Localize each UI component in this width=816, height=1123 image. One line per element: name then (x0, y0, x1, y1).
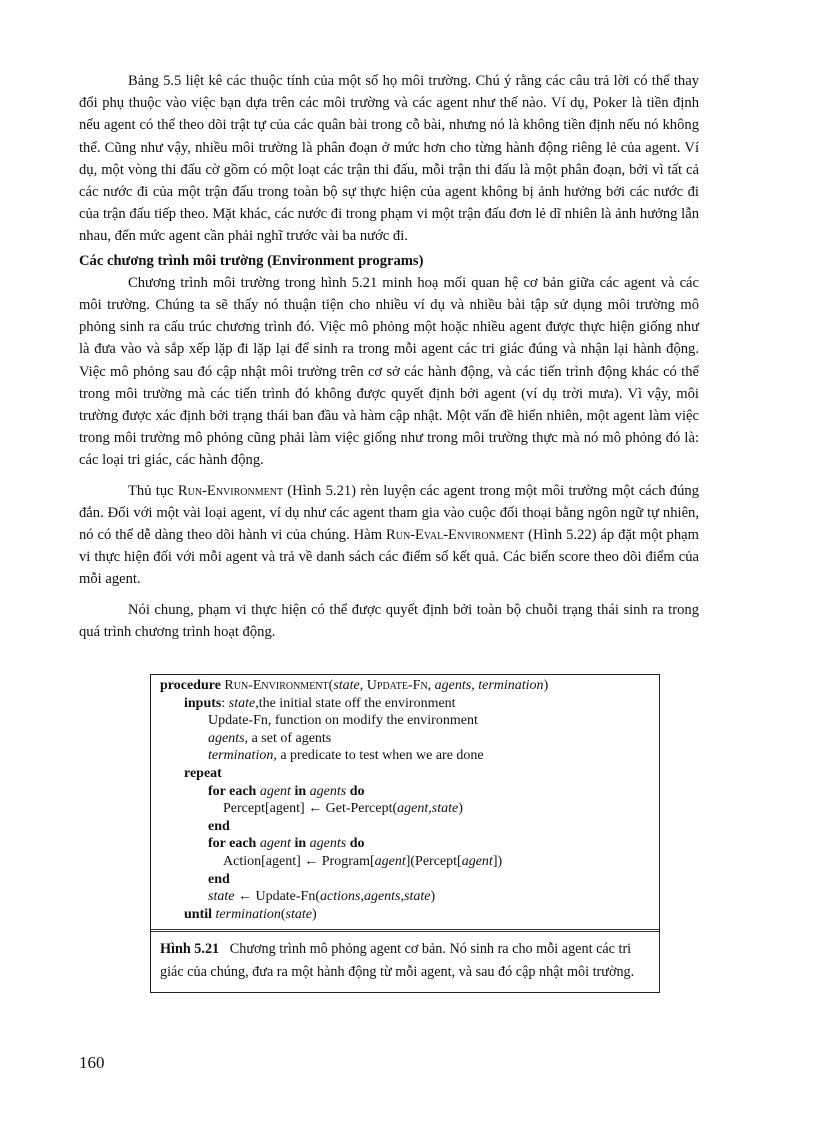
action-assign-line (160, 853, 651, 871)
update-args: actions,agents,state (320, 889, 431, 905)
close-paren: ) (430, 889, 436, 905)
state-update-line (160, 888, 651, 906)
figure-caption (151, 932, 659, 991)
run-environment-ref: Run-Environment (177, 482, 284, 499)
in-keyword: in (294, 783, 307, 799)
input-termination-line (160, 747, 651, 765)
paragraph-3-text-b: (Hình 5.21) rèn luyện các agent trong một môi trường một cách đúng đắn. Đối với một vài loại agent, ví dụ như các agent tham gia vào cuộc đối thoại bằng ngôn ngữ tự nhiên, nó có thể dễ dàng theo dõi hành vi của chúng. Hàm (79, 482, 699, 544)
input-agents-line (160, 730, 651, 748)
input-agents-desc: a set of agents (248, 730, 332, 746)
state-var: state (208, 889, 235, 905)
termination-func: termination (215, 906, 281, 922)
caption-label: Hình 5.21 (160, 941, 220, 958)
agents-var: agents (309, 836, 347, 852)
agent-var: agent (374, 853, 406, 869)
input-state-var: state, (228, 695, 259, 711)
end-keyword: end (208, 871, 230, 887)
close-paren: ) (458, 801, 463, 817)
input-update-fn-line: Update-Fn, function on modify the environment (208, 713, 478, 729)
update-fn-call: ← Update-Fn( (234, 889, 320, 905)
arg-state: state (333, 678, 360, 693)
percept-args: agent,state (397, 801, 459, 817)
paragraph-3-text-c: (Hình 5.22) áp đặt một phạm vi thực hiện đối với mỗi agent và trả về danh sách các điểm số kết quả. Các biến score theo dõi điểm của mỗi agent. (79, 527, 699, 588)
state-var: state (285, 906, 312, 922)
input-termination-var: termination, (208, 748, 277, 764)
agents-var: agents (309, 783, 347, 799)
paragraph-1: Bảng 5.5 liệt kê các thuộc tính của một số họ môi trường. Chú ý rằng các câu trả lời có thể thay đổi phụ thuộc vào việc bạn dựa trên các môi trường và các agent như thế nào. Ví dụ, Poker là tiền định nếu agent có thể theo dõi trật tự của các quân bài trong cỗ bài, nhưng nó là không tiền định nếu nó không thể. Cũng như vậy, nhiều môi trường là phân đoạn ở mức hơn cho từng hành động riêng lẻ của agent. Ví dụ, một vòng thi đấu cờ gồm có một loạt các trận thi đấu, mỗi trận thi đấu là một phân đoạn, bởi vì tất cả các nước đi của một trận đấu trong toàn bộ sự thực hiện của agent không bị ảnh hưởng bởi các nước đi của trận đấu tiếp theo. Mặt khác, các nước đi trong phạm vi một trận đấu đơn lẻ dĩ nhiên là ảnh hưởng lẫn nhau, đến mức agent cần phải nghĩ trước vài ba nước đi. (79, 73, 699, 245)
page-number: 160 (79, 1053, 105, 1072)
page-content (79, 70, 699, 643)
end-keyword: end (208, 818, 230, 834)
inputs-keyword: inputs (184, 695, 222, 711)
action-assign-text: ]) (492, 853, 503, 869)
open-paren: ( (328, 678, 334, 693)
comma: , (427, 678, 435, 693)
repeat-keyword: repeat (184, 765, 222, 781)
procedure-line (160, 677, 651, 695)
action-assign-text: Action[agent] ← Program[ (223, 853, 375, 869)
for-each-keyword: for each (208, 783, 257, 799)
end-line-1 (160, 818, 651, 836)
arg-update-fn: Update-Fn (366, 678, 428, 693)
input-termination-desc: a predicate to test when we are done (276, 748, 484, 764)
close-paren: ) (311, 906, 317, 922)
input-agents-var: agents, (208, 730, 249, 746)
repeat-line (160, 765, 651, 783)
caption-text: Chương trình mô phỏng agent cơ bản. Nó sinh ra cho mỗi agent các tri giác của chúng, đưa ra một hành động từ mỗi agent, và sau đó cập nhật môi trường. (160, 941, 635, 980)
for-each-line-2 (160, 835, 651, 853)
close-paren: ) (543, 678, 549, 693)
for-each-line-1 (160, 783, 651, 801)
action-assign-text: ](Percept[ (405, 853, 462, 869)
do-keyword: do (349, 836, 365, 852)
open-paren: ( (280, 906, 286, 922)
comma: , (359, 678, 367, 693)
end-line-2 (160, 871, 651, 889)
inputs-line (160, 695, 651, 713)
procedure-keyword: procedure (160, 678, 221, 693)
percept-assign-text: Percept[agent] ← Get-Percept( (223, 801, 398, 817)
algorithm-listing (151, 675, 659, 929)
run-eval-environment-ref: Run-Eval-Environment (385, 527, 525, 544)
arg-agents-termination: agents, termination (434, 678, 544, 693)
paragraph-3-text-a: Thủ tục (128, 482, 178, 499)
for-each-keyword: for each (208, 836, 257, 852)
agent-var: agent (259, 836, 291, 852)
input-state-desc: the initial state off the environment (258, 695, 456, 711)
paragraph-3 (79, 480, 699, 591)
until-keyword: until (184, 906, 213, 922)
do-keyword: do (349, 783, 365, 799)
procedure-name: Run-Environment (224, 678, 329, 693)
agent-var: agent (259, 783, 291, 799)
until-line (160, 906, 651, 924)
paragraph-4: Nói chung, phạm vi thực hiện có thể được quyết định bởi toàn bộ chuỗi trạng thái sinh ra trong quá trình chương trình hoạt động. (79, 601, 699, 640)
percept-assign-line (160, 800, 651, 818)
paragraph-2: Chương trình môi trường trong hình 5.21 minh hoạ mối quan hệ cơ bản giữa các agent và các môi trường. Chúng ta sẽ thấy nó thuận tiện cho nhiều ví dụ và nhiều bài tập sử dụng môi trường mô phỏng sinh ra cấu trúc chương trình đó. Việc mô phỏng một hoặc nhiều agent được thực hiện giống như là đưa vào và sắp xếp lặp đi lặp lại để sinh ra trong mỗi agent các tri giác đúng và nhận lại hành động. Việc mô phỏng sau đó cập nhật môi trường trên cơ sở các hành động, và các tiến trình động khác có thể trong môi trường mà các tiến trình đó không được quyết định bởi agent (ví dụ trời mưa). Vì vậy, môi trường được xác định bởi trạng thái ban đầu và hàm cập nhật. Một vấn đề hiển nhiên, một agent làm việc trong môi trường mô phỏng cũng phải làm việc giống như trong môi trường thực mà nó mô phỏng đó là: các loại tri giác, các hành động. (79, 274, 699, 469)
figure-5-21-box (150, 674, 660, 993)
agent-var: agent (461, 853, 493, 869)
colon: : (221, 695, 229, 711)
section-heading: Các chương trình môi trường (Environment programs) (79, 252, 424, 269)
in-keyword: in (294, 836, 307, 852)
